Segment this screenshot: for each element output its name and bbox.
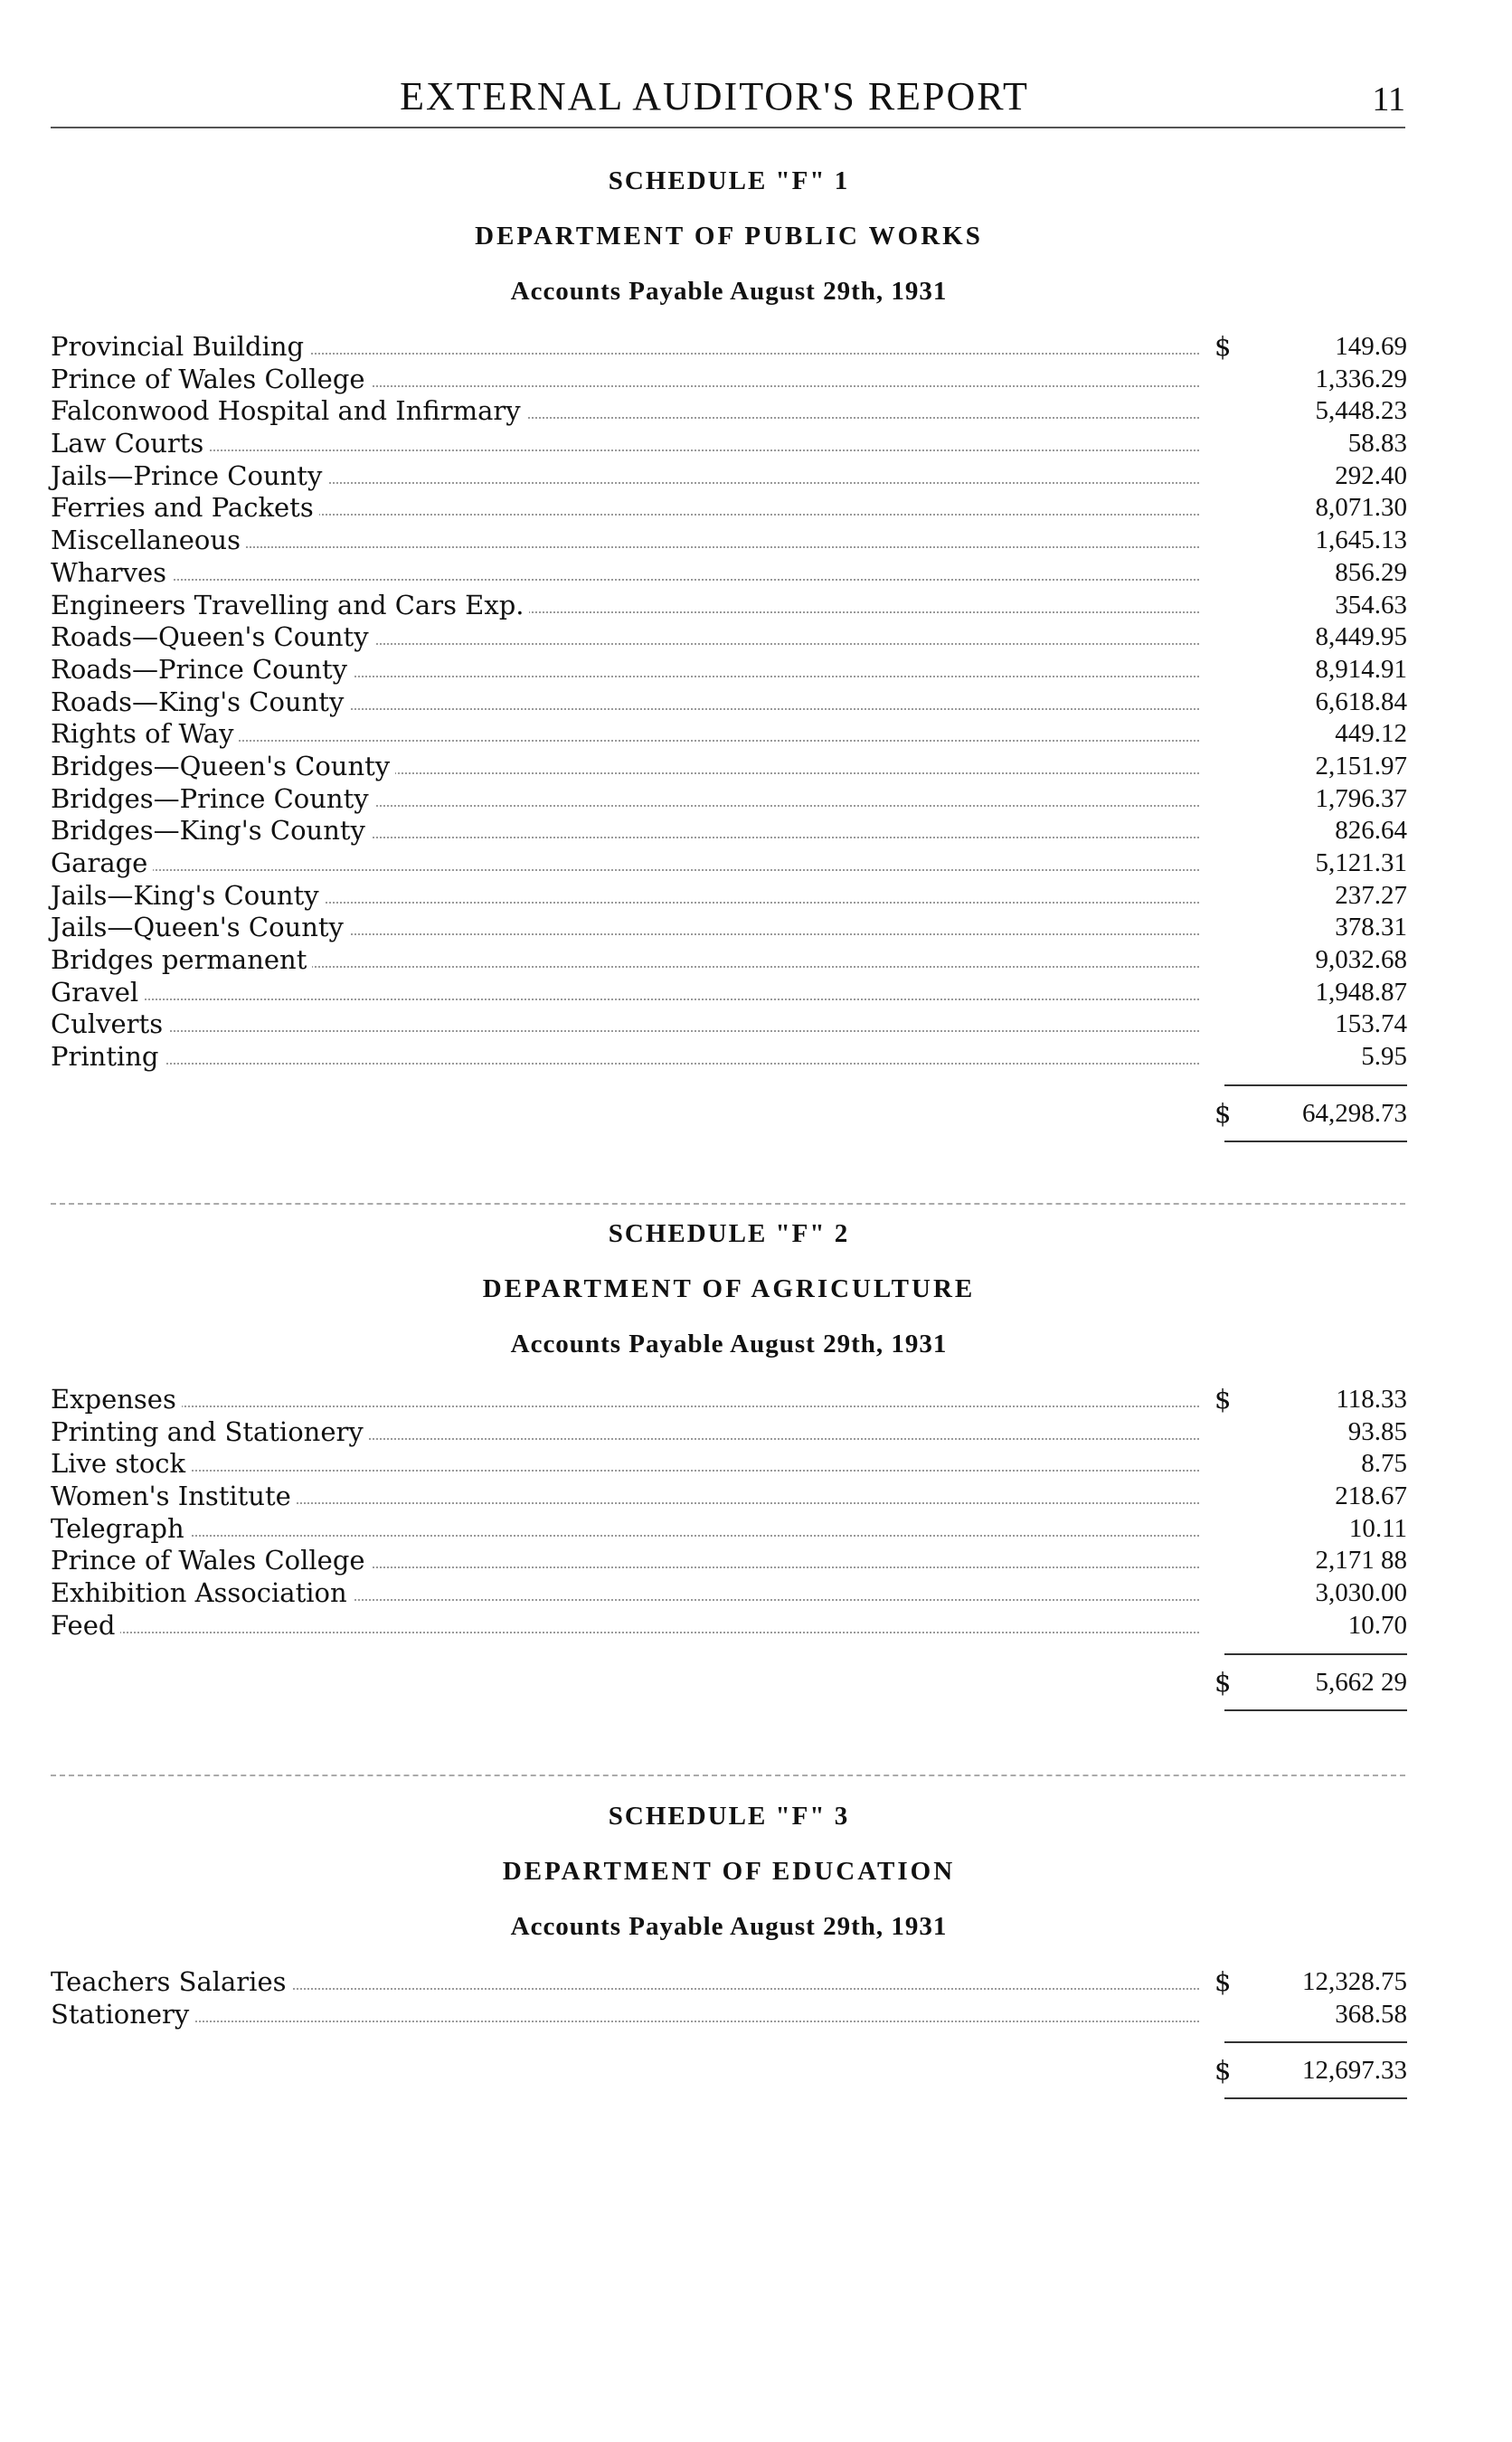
account-label: Roads—Prince County: [51, 654, 353, 686]
ledger-row: [51, 654, 1407, 686]
ledger-row: [51, 718, 1407, 751]
ledger-row: [51, 492, 1407, 525]
ledger-row: [51, 331, 1407, 364]
account-amount: 1,645.13: [1315, 525, 1407, 555]
account-label: Law Courts: [51, 428, 209, 460]
account-label: Jails—Queen's County: [51, 912, 349, 944]
ledger-row: [51, 428, 1407, 460]
account-label: Bridges—Queen's County: [51, 751, 395, 783]
account-amount: 5.95: [1361, 1042, 1407, 1072]
department-name: DEPARTMENT OF AGRICULTURE: [482, 1274, 976, 1303]
ledger-row: [51, 847, 1407, 880]
report-title: EXTERNAL AUDITOR'S REPORT: [400, 74, 1029, 118]
ledger-row: [51, 1448, 1407, 1481]
account-amount: 8,914.91: [1315, 654, 1407, 684]
dot-leader: [51, 1535, 1199, 1537]
total-row: [51, 1095, 1407, 1131]
currency-symbol: $: [1214, 1384, 1232, 1415]
dot-leader: [51, 579, 1199, 581]
dot-leader: [51, 1063, 1199, 1065]
ledger-row: [51, 525, 1407, 557]
schedule-subtitle: Accounts Payable August 29th, 1931: [510, 277, 948, 306]
currency-symbol: $: [1214, 1966, 1232, 1997]
currency-symbol: $: [1214, 1666, 1232, 1698]
total-amount: 5,662 29: [1315, 1667, 1407, 1697]
account-amount: 449.12: [1335, 719, 1407, 749]
account-amount: 5,121.31: [1315, 848, 1407, 877]
ledger-row: [51, 1577, 1407, 1610]
account-amount: 149.69: [1335, 332, 1407, 361]
account-label: Prince of Wales College: [51, 1545, 371, 1577]
department-name: DEPARTMENT OF PUBLIC WORKS: [475, 222, 983, 251]
account-label: Feed: [51, 1610, 120, 1642]
account-amount: 378.31: [1335, 913, 1407, 942]
account-label: Women's Institute: [51, 1481, 297, 1513]
account-list: [51, 1384, 1407, 1642]
account-amount: 368.58: [1335, 1999, 1407, 2029]
account-label: Prince of Wales College: [51, 364, 371, 396]
account-amount: 8.75: [1361, 1449, 1407, 1479]
total-row: [51, 2052, 1407, 2088]
account-amount: 10.70: [1347, 1610, 1407, 1640]
running-header: [0, 74, 1512, 128]
ledger-row: [51, 1481, 1407, 1513]
account-amount: 3,030.00: [1315, 1578, 1407, 1608]
schedule-title: SCHEDULE "F" 1: [608, 166, 850, 195]
total-underline: [51, 2088, 1407, 2099]
ledger-row: [51, 1545, 1407, 1577]
account-label: Bridges permanent: [51, 944, 312, 977]
account-label: Telegraph: [51, 1513, 190, 1546]
account-label: Wharves: [51, 557, 172, 590]
account-list: [51, 1966, 1407, 2030]
section-divider: [51, 1203, 1405, 1205]
account-label: Roads—Queen's County: [51, 621, 374, 654]
ledger-row: [51, 590, 1407, 622]
dot-leader: [51, 1632, 1199, 1633]
dot-leader: [51, 1030, 1199, 1032]
account-list: [51, 331, 1407, 1074]
account-label: Exhibition Association: [51, 1577, 353, 1610]
account-label: Teachers Salaries: [51, 1966, 292, 1999]
ledger-row: [51, 395, 1407, 428]
account-amount: 12,328.75: [1302, 1967, 1407, 1996]
account-amount: 6,618.84: [1315, 686, 1407, 716]
ledger-row: [51, 1416, 1407, 1449]
ledger-row: [51, 1041, 1407, 1074]
account-amount: 218.67: [1335, 1481, 1407, 1511]
account-amount: 237.27: [1335, 880, 1407, 910]
ledger-row: [51, 1513, 1407, 1546]
ledger-row: [51, 621, 1407, 654]
account-amount: 5,448.23: [1315, 396, 1407, 426]
total-amount: 64,298.73: [1302, 1098, 1407, 1128]
account-amount: 8,449.95: [1315, 622, 1407, 652]
account-amount: 153.74: [1335, 1009, 1407, 1039]
ledger-row: [51, 1008, 1407, 1041]
ledger-row: [51, 1610, 1407, 1642]
total-amount: 12,697.33: [1302, 2056, 1407, 2086]
total-rule: [51, 2030, 1407, 2052]
schedule-subtitle: Accounts Payable August 29th, 1931: [510, 1330, 948, 1358]
total-underline: [51, 1700, 1407, 1711]
total-rule: [51, 1642, 1407, 1664]
account-label: Miscellaneous: [51, 525, 246, 557]
account-amount: 2,151.97: [1315, 751, 1407, 781]
account-amount: 826.64: [1335, 816, 1407, 846]
account-label: Bridges—Prince County: [51, 783, 374, 816]
account-amount: 8,071.30: [1315, 493, 1407, 523]
account-label: Printing: [51, 1041, 165, 1074]
dot-leader: [51, 2021, 1199, 2022]
account-label: Live stock: [51, 1448, 191, 1481]
currency-symbol: $: [1214, 331, 1232, 362]
account-label: Roads—King's County: [51, 686, 349, 719]
schedule-subtitle: Accounts Payable August 29th, 1931: [510, 1912, 948, 1941]
total-rule: [51, 1074, 1407, 1095]
account-amount: 1,336.29: [1315, 364, 1407, 393]
account-label: Engineers Travelling and Cars Exp.: [51, 590, 529, 622]
schedule-title: SCHEDULE "F" 2: [608, 1219, 850, 1248]
ledger-row: [51, 815, 1407, 847]
ledger-row: [51, 1384, 1407, 1416]
schedule-f1: [51, 165, 1407, 1142]
account-label: Provincial Building: [51, 331, 309, 364]
account-amount: 856.29: [1335, 557, 1407, 587]
page-number: 11: [1372, 80, 1405, 118]
ledger-row: [51, 1966, 1407, 1999]
account-amount: 2,171 88: [1315, 1546, 1407, 1576]
ledger-row: [51, 1999, 1407, 2031]
dot-leader: [51, 869, 1199, 871]
account-label: Ferries and Packets: [51, 492, 319, 525]
ledger-row: [51, 944, 1407, 977]
dot-leader: [51, 1406, 1199, 1407]
account-amount: 292.40: [1335, 460, 1407, 490]
account-amount: 354.63: [1335, 590, 1407, 620]
account-label: Jails—Prince County: [51, 460, 327, 493]
account-label: Rights of Way: [51, 718, 239, 751]
total-underline: [51, 1131, 1407, 1142]
account-label: Jails—King's County: [51, 880, 325, 913]
ledger-row: [51, 977, 1407, 1009]
account-label: Bridges—King's County: [51, 815, 371, 847]
account-amount: 58.83: [1347, 429, 1407, 459]
account-amount: 10.11: [1348, 1513, 1407, 1543]
schedule-f2: [51, 1217, 1407, 1711]
account-amount: 1,796.37: [1315, 783, 1407, 813]
currency-symbol: $: [1214, 2055, 1232, 2087]
department-name: DEPARTMENT OF EDUCATION: [502, 1857, 956, 1886]
dot-leader: [51, 450, 1199, 451]
account-amount: 9,032.68: [1315, 945, 1407, 975]
header-rule: [51, 127, 1405, 128]
account-label: Printing and Stationery: [51, 1416, 369, 1449]
ledger-row: [51, 880, 1407, 913]
account-amount: 1,948.87: [1315, 977, 1407, 1007]
account-label: Stationery: [51, 1999, 194, 2031]
ledger-row: [51, 460, 1407, 493]
account-label: Garage: [51, 847, 153, 880]
ledger-row: [51, 557, 1407, 590]
ledger-row: [51, 751, 1407, 783]
ledger-row: [51, 364, 1407, 396]
currency-symbol: $: [1214, 1097, 1232, 1129]
account-label: Falconwood Hospital and Infirmary: [51, 395, 526, 428]
ledger-row: [51, 783, 1407, 816]
account-amount: 118.33: [1336, 1385, 1407, 1414]
section-divider: [51, 1775, 1405, 1776]
dot-leader: [51, 1470, 1199, 1472]
dot-leader: [51, 999, 1199, 1000]
account-label: Expenses: [51, 1384, 182, 1416]
account-amount: 93.85: [1347, 1416, 1407, 1446]
account-label: Culverts: [51, 1008, 168, 1041]
ledger-row: [51, 912, 1407, 944]
ledger-row: [51, 686, 1407, 719]
schedule-title: SCHEDULE "F" 3: [608, 1802, 850, 1831]
account-label: Gravel: [51, 977, 144, 1009]
total-row: [51, 1664, 1407, 1700]
schedule-f3: [51, 1800, 1407, 2099]
